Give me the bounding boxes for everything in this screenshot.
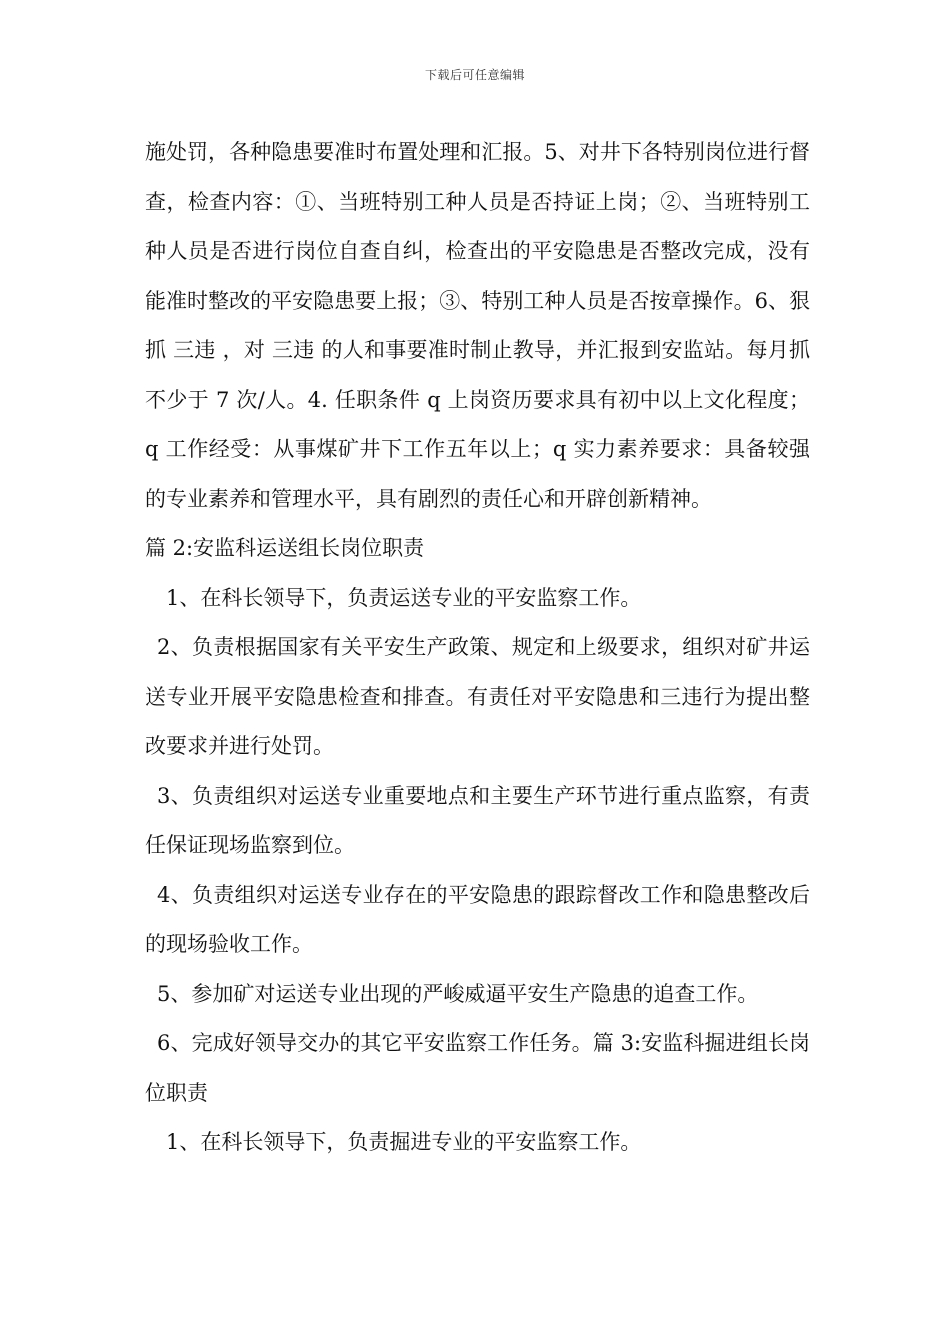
paragraph-duties-continued: 施处罚，各种隐患要准时布置处理和汇报。5、对井下各特别岗位进行督查，检查内容：①、当班特别工种人员是否持证上岗；②、当班特别工种人员是否进行岗位自查自纠，检查出的平安隐患是否整改完成，没有能准时整改的平安隐患要上报；③、特别工种人员是否按章操作。6、狠抓 三违 ，对 三违 的人和事要准时制止教导，并汇报到安监站。每月抓不少于 7 次/人。4. 任职条件 q 上岗资历要求具有初中以上文化程度；q 工作经受：从事煤矿井下工作五年以上；q 实力素养要求：具备较强的专业素养和管理水平，具有剧烈的责任心和开辟创新精神。 bbox=[145, 140, 810, 511]
section-heading-transport-leader: 篇 2:安监科运送组长岗位职责 bbox=[145, 536, 425, 560]
list-item: 3、负责组织对运送专业重要地点和主要生产环节进行重点监察，有责任保证现场监察到位。 bbox=[145, 783, 810, 857]
list-item: 2、负责根据国家有关平安生产政策、规定和上级要求，组织对矿井运送专业开展平安隐患检查和排查。有责任对平安隐患和三违行为提出整改要求并进行处罚。 bbox=[145, 635, 810, 758]
page-header-note: 下载后可任意编辑 bbox=[424, 68, 525, 82]
list-item: 6、完成好领导交办的其它平安监察工作任务。篇 3:安监科掘进组长岗位职责 bbox=[145, 1031, 810, 1105]
document-body bbox=[145, 128, 810, 1168]
list-item: 1、在科长领导下，负责掘进专业的平安监察工作。 bbox=[166, 1130, 642, 1154]
list-item: 5、参加矿对运送专业出现的严峻威逼平安生产隐患的追查工作。 bbox=[157, 981, 759, 1006]
list-item: 1、在科长领导下，负责运送专业的平安监察工作。 bbox=[166, 585, 642, 610]
list-item: 4、负责组织对运送专业存在的平安隐患的跟踪督改工作和隐患整改后的现场验收工作。 bbox=[145, 882, 810, 956]
